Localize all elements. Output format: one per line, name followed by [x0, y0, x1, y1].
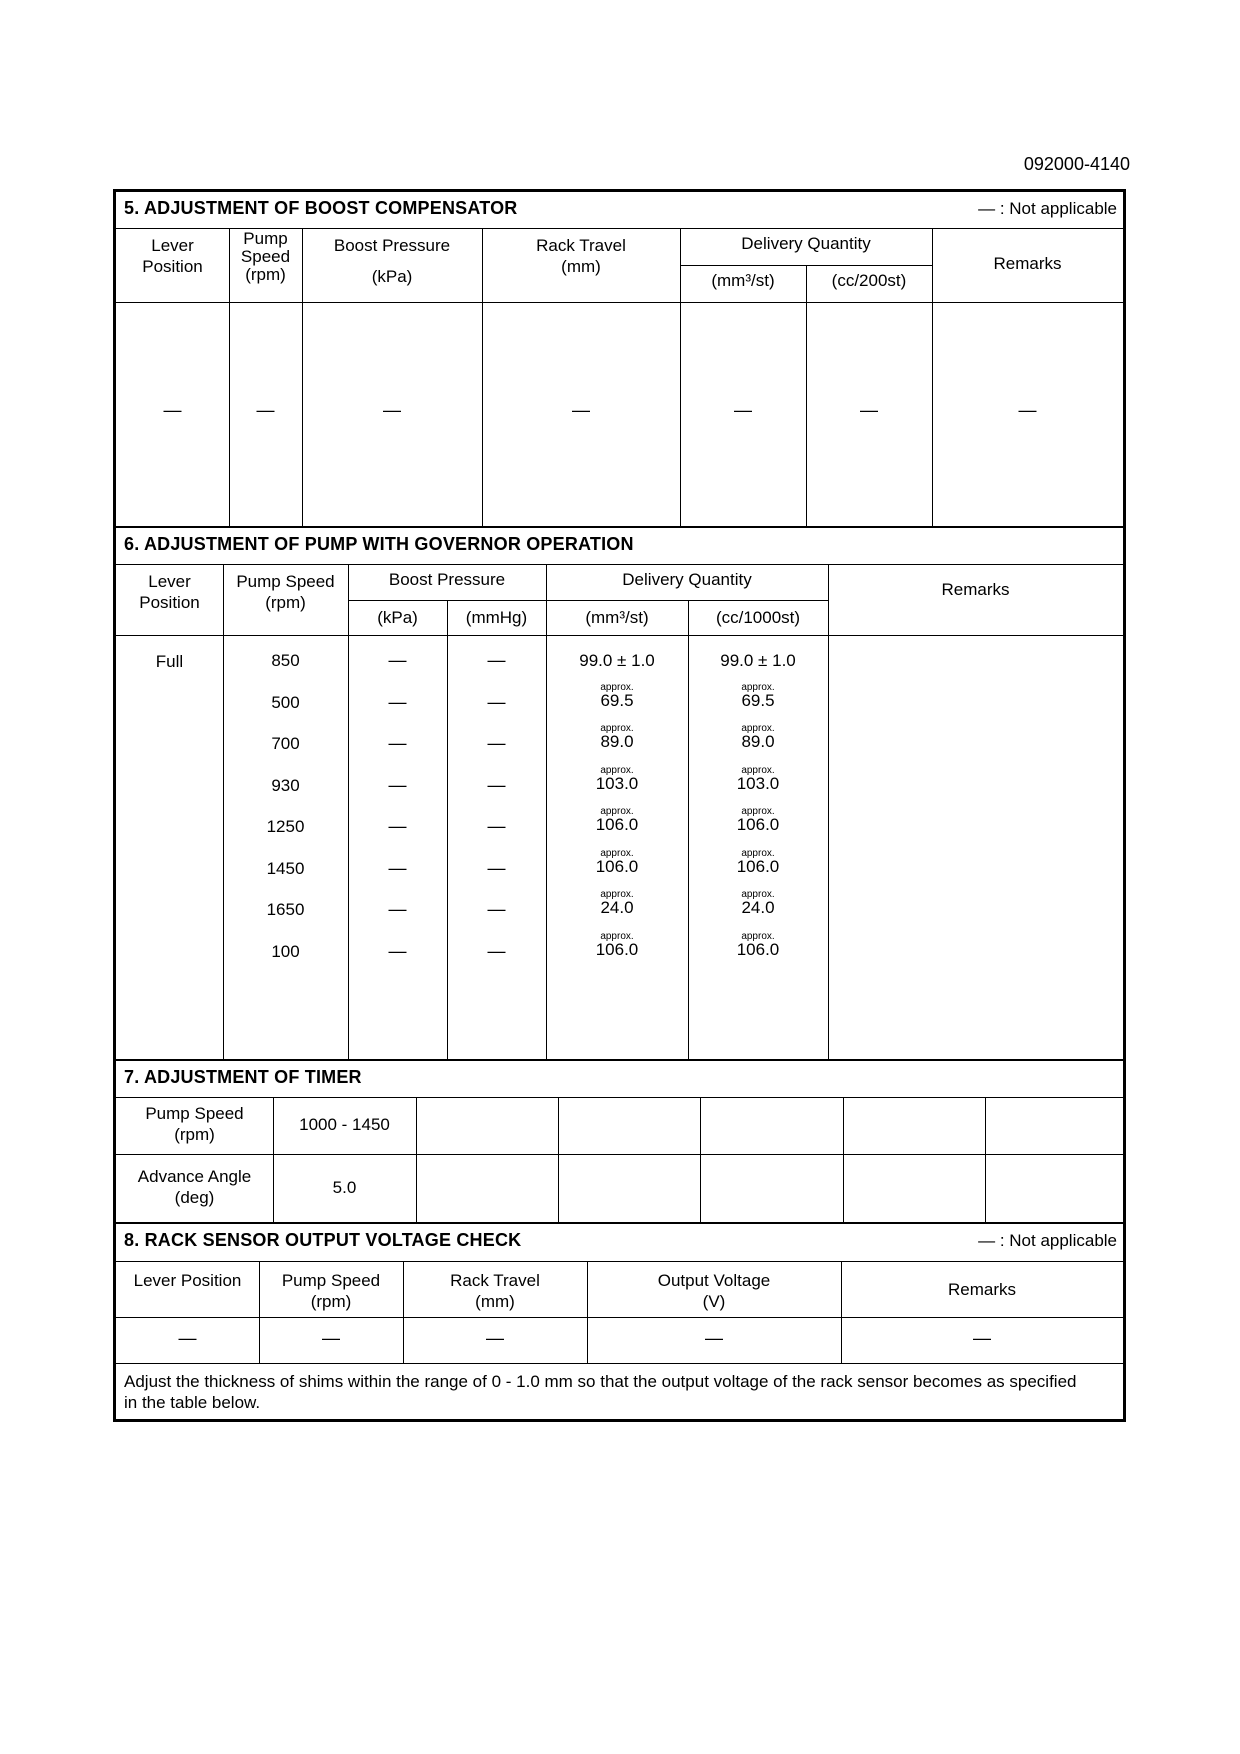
delivery-cc-value	[688, 766, 828, 792]
delivery-mm3-value	[546, 849, 688, 875]
not-applicable-legend: — : Not applicable	[978, 1231, 1117, 1250]
boost-mmhg-value: —	[487, 899, 506, 919]
approx-label: approx.	[600, 682, 634, 693]
header-mmhg: (mmHg)	[465, 608, 528, 627]
section-title: 7. ADJUSTMENT OF TIMER	[124, 1067, 362, 1087]
delivery-value: 106.0	[736, 815, 780, 834]
delivery-cc-value	[688, 683, 828, 709]
advance-angle-value: 5.0	[332, 1178, 357, 1197]
header-boost-pressure: Boost Pressure	[333, 236, 451, 255]
boost-mmhg-value: —	[487, 775, 506, 795]
approx-label: approx.	[741, 889, 775, 900]
cell-dash: —	[734, 400, 752, 420]
section-pump-governor	[116, 526, 1123, 1061]
boost-kpa-value: —	[388, 941, 407, 961]
header-output-voltage: Output Voltage (V)	[657, 1271, 771, 1311]
header-remarks: Remarks	[941, 580, 1010, 599]
section-title: 8. RACK SENSOR OUTPUT VOLTAGE CHECK	[124, 1230, 522, 1250]
section-boost-compensator	[116, 192, 1123, 526]
cell-dash: —	[163, 400, 182, 420]
section-timer	[116, 1059, 1123, 1224]
cell-dash: —	[860, 400, 878, 420]
delivery-value: 89.0	[741, 732, 775, 751]
approx-label: approx.	[600, 889, 634, 900]
delivery-cc-value	[688, 849, 828, 875]
approx-label: approx.	[741, 806, 775, 817]
document-number: 092000-4140	[1023, 154, 1130, 174]
approx-label: approx.	[741, 848, 775, 859]
shim-adjustment-note: Adjust the thickness of shims within the range of 0 - 1.0 mm so that the output voltage of the rack sensor becomes as specified in the table below.	[124, 1372, 1077, 1412]
approx-label: approx.	[741, 682, 775, 693]
pump-speed-value: 700	[271, 734, 300, 753]
delivery-cc-value	[688, 807, 828, 833]
delivery-cc-value	[688, 724, 828, 750]
delivery-value: 89.0	[600, 732, 634, 751]
boost-kpa-value: —	[388, 733, 407, 753]
delivery-cc-value	[688, 932, 828, 958]
boost-kpa-value: —	[388, 650, 407, 670]
delivery-value: 103.0	[736, 774, 780, 793]
header-boost-unit: (kPa)	[371, 267, 413, 286]
pump-speed-value: 100	[271, 942, 300, 961]
approx-label: approx.	[741, 765, 775, 776]
delivery-mm3-value	[546, 807, 688, 833]
boost-mmhg-value: —	[487, 816, 506, 836]
delivery-value: 69.5	[741, 691, 775, 710]
pump-speed-value: 1250	[266, 817, 305, 836]
pump-speed-label: Pump Speed (rpm)	[145, 1104, 244, 1144]
pump-speed-value: 500	[271, 693, 300, 712]
boost-kpa-value: —	[388, 775, 407, 795]
boost-kpa-value: —	[388, 692, 407, 712]
approx-label: approx.	[600, 806, 634, 817]
advance-angle-label: Advance Angle (deg)	[137, 1167, 252, 1207]
boost-mmhg-value: —	[487, 650, 506, 670]
boost-kpa-value: —	[388, 858, 407, 878]
adjustment-sheet	[113, 189, 1126, 1422]
cell-dash: —	[572, 400, 590, 420]
pump-speed-value: 850	[271, 651, 300, 670]
cell-dash: —	[1018, 400, 1037, 420]
delivery-cc-value	[688, 890, 828, 916]
header-kpa: (kPa)	[377, 608, 418, 627]
header-pump-speed: Pump Speed (rpm)	[240, 229, 291, 284]
boost-mmhg-value: —	[487, 941, 506, 961]
delivery-mm3-value	[546, 932, 688, 958]
section-title: 6. ADJUSTMENT OF PUMP WITH GOVERNOR OPERATION	[124, 534, 634, 554]
approx-label: approx.	[600, 848, 634, 859]
delivery-value: 106.0	[595, 857, 639, 876]
delivery-cc-value: 99.0 ± 1.0	[720, 651, 796, 670]
header-remarks: Remarks	[993, 254, 1062, 273]
cell-dash: —	[383, 400, 401, 420]
approx-label: approx.	[741, 723, 775, 734]
header-boost-pressure: Boost Pressure	[388, 570, 506, 589]
header-rack-travel: Rack Travel (mm)	[450, 1271, 540, 1311]
boost-mmhg-value: —	[487, 692, 506, 712]
lever-position-value: Full	[155, 652, 184, 671]
pump-speed-value: 930	[271, 776, 300, 795]
header-lever-position: Lever Position	[139, 572, 200, 612]
header-remarks: Remarks	[947, 1280, 1016, 1299]
header-cc-1000st: (cc/1000st)	[715, 608, 801, 627]
delivery-value: 106.0	[595, 940, 639, 959]
approx-label: approx.	[741, 931, 775, 942]
cell-dash: —	[486, 1328, 504, 1348]
header-cc-200st: (cc/200st)	[831, 271, 907, 290]
delivery-mm3-value	[546, 766, 688, 792]
section-rack-sensor	[116, 1222, 1123, 1421]
approx-label: approx.	[600, 723, 634, 734]
cell-dash: —	[178, 1328, 197, 1348]
delivery-value: 106.0	[736, 940, 780, 959]
approx-label: approx.	[600, 765, 634, 776]
cell-dash: —	[973, 1328, 991, 1348]
header-mm3-st: (mm³/st)	[585, 608, 649, 627]
cell-dash: —	[256, 400, 275, 420]
section-title: 5. ADJUSTMENT OF BOOST COMPENSATOR	[124, 198, 518, 218]
header-pump-speed: Pump Speed (rpm)	[236, 572, 335, 612]
delivery-value: 69.5	[600, 691, 634, 710]
pump-speed-value: 1450	[266, 859, 305, 878]
header-delivery-quantity: Delivery Quantity	[741, 234, 871, 253]
boost-kpa-value: —	[388, 899, 407, 919]
delivery-mm3-value	[546, 683, 688, 709]
pump-speed-value: 1000 - 1450	[299, 1115, 390, 1134]
delivery-value: 24.0	[741, 898, 775, 917]
delivery-value: 103.0	[595, 774, 639, 793]
delivery-mm3-value: 99.0 ± 1.0	[579, 651, 655, 670]
header-lever-position: Lever Position	[133, 1271, 242, 1290]
delivery-mm3-value	[546, 890, 688, 916]
header-pump-speed: Pump Speed (rpm)	[281, 1271, 381, 1311]
approx-label: approx.	[600, 931, 634, 942]
header-mm3-st: (mm³/st)	[711, 271, 775, 290]
boost-mmhg-value: —	[487, 858, 506, 878]
delivery-value: 106.0	[595, 815, 639, 834]
not-applicable-legend: — : Not applicable	[978, 199, 1117, 218]
pump-speed-value: 1650	[266, 900, 305, 919]
boost-mmhg-value: —	[487, 733, 506, 753]
header-rack-travel: Rack Travel (mm)	[536, 236, 626, 276]
cell-dash: —	[705, 1328, 723, 1348]
cell-dash: —	[322, 1328, 340, 1348]
delivery-mm3-value	[546, 724, 688, 750]
delivery-value: 106.0	[736, 857, 780, 876]
header-delivery-quantity: Delivery Quantity	[622, 570, 752, 589]
header-lever-position: Lever Position	[142, 236, 203, 276]
boost-kpa-value: —	[388, 816, 407, 836]
delivery-value: 24.0	[600, 898, 634, 917]
